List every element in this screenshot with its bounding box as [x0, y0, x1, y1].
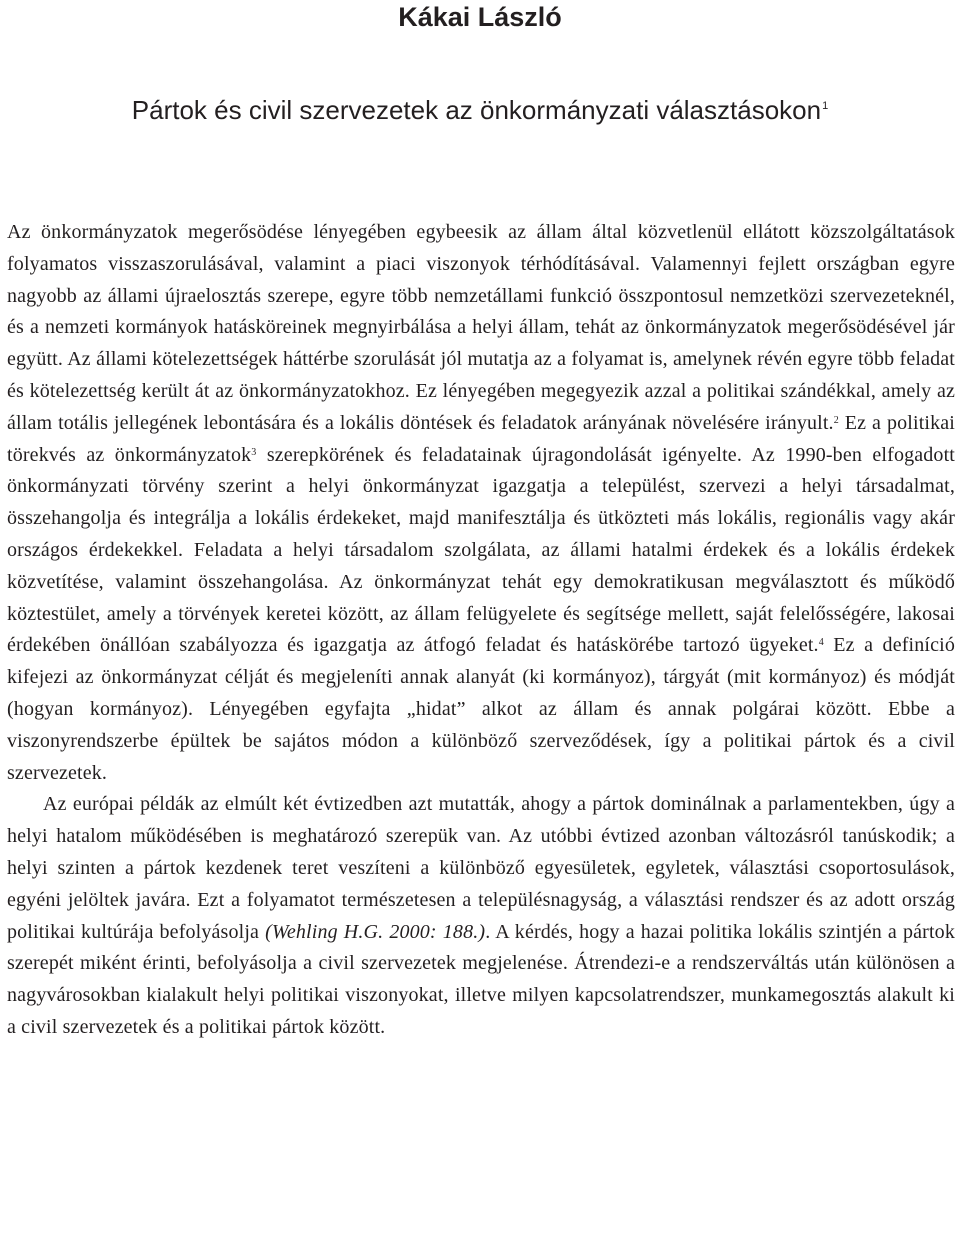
paragraph-2 [7, 789, 955, 1043]
paragraph-2-text-b: . A kérdés, hogy a hazai politika lokális szintjén a pártok szerepét miként érinti, befolyásolja a civil szervezetek megjelenése. Átrendezi-e a rendszerváltás után különösen a nagyvárosokban kialakult helyi politikai viszonyokat, illetve milyen kapcsolatrendszer, munkamegosztás alakult ki a civil szervezetek és a politikai pártok között. [7, 920, 955, 1038]
paragraph-2-text-a: Az európai példák az elmúlt két évtizedben azt mutatták, ahogy a pártok dominálnak a parlamentekben, úgy a helyi hatalom működésében is meghatározó szerepük van. Az utóbbi évtized azonban változásról tanúskodik; a helyi szinten a pártok kezdenek teret veszíteni a különböző egyesületek, egyletek, választási csoportosulások, egyéni jelöltek javára. Ezt a folyamatot természetesen a településnagyság, a választási rendszer és az adott ország politikai kultúrája befolyásolja [7, 793, 955, 943]
footnote-ref-2[interactable]: 2 [833, 414, 839, 426]
citation: (Wehling H.G. 2000: 188.) [265, 920, 486, 943]
author-name: Kákai László [398, 2, 562, 32]
paragraph-1 [7, 217, 955, 789]
paragraph-1-text-d: Ez a definíció kifejezi az önkormányzat célját és megjeleníti annak alanyát (ki kormányoz), tárgyát (mit kormányoz) és módját (hogyan kormányoz). Lényegében egyfajta „hidat” alkot az állam és annak polgárai között. Ebbe a viszonyrendszerbe épültek be sajátos módon a különböző szerveződések, így a politikai pártok és a civil szervezetek. [7, 634, 955, 784]
footnote-ref-1[interactable]: 1 [822, 100, 829, 112]
article-body [7, 217, 955, 1044]
paragraph-1-text-b: Ez a politikai törekvés az önkormányzatok [7, 411, 955, 466]
paragraph-1-text-a: Az önkormányzatok megerősödése lényegében egybeesik az állam által közvetlenül ellátott közszolgáltatások folyamatos visszaszorulásával, valamint a piaci viszonyok térhódításával. Valamennyi fejlett országban egyre nagyobb az állami újraelosztás szerepe, egyre több nemzetállami funkció összpontosul nemzetközi szervezeteknél, és a nemzeti kormányok hatásköreinek megnyirbálása a helyi állam, tehát az önkormányzatok megerősödésével jár együtt. Az állami kötelezettségek háttérbe szorulását jól mutatja az a folyamat is, amelynek révén egyre több feladat és kötelezettség került át az önkormányzatokhoz. Ez lényegében megegyezik azzal a politikai szándékkal, amely az állam totális jellegének lebontására és a lokális döntések és feladatok arányának növelésére irányult. [7, 221, 955, 434]
article-title-text: Pártok és civil szervezetek az önkormányzati választásokon [131, 95, 822, 125]
footnote-ref-4[interactable]: 4 [818, 637, 824, 649]
paragraph-1-text-c: szerepkörének és feladatainak újragondolását igényelte. Az 1990-ben elfogadott önkormányzati törvény szerint a helyi önkormányzat igazgatja a települést, szervezi a helyi társadalmat, összehangolja és integrálja a lokális érdekeket, majd manifesztálja és ütközteti más lokális, regionális vagy akár országos érdekekkel. Feladata a helyi társadalom szolgálata, az állami hatalmi érdekek és a lokális érdekek közvetítése, valamint összehangolása. Az önkormányzat tehát egy demokratikusan megválasztott és működő köztestület, amely a törvények keretei között, az állam felügyelete és segítsége mellett, saját felelősségére, lakosai érdekében önállóan szabályozza és igazgatja az átfogó feladat és hatáskörébe tartozó ügyeket. [7, 443, 955, 657]
footnote-ref-3[interactable]: 3 [251, 446, 257, 458]
article-title [0, 93, 960, 127]
